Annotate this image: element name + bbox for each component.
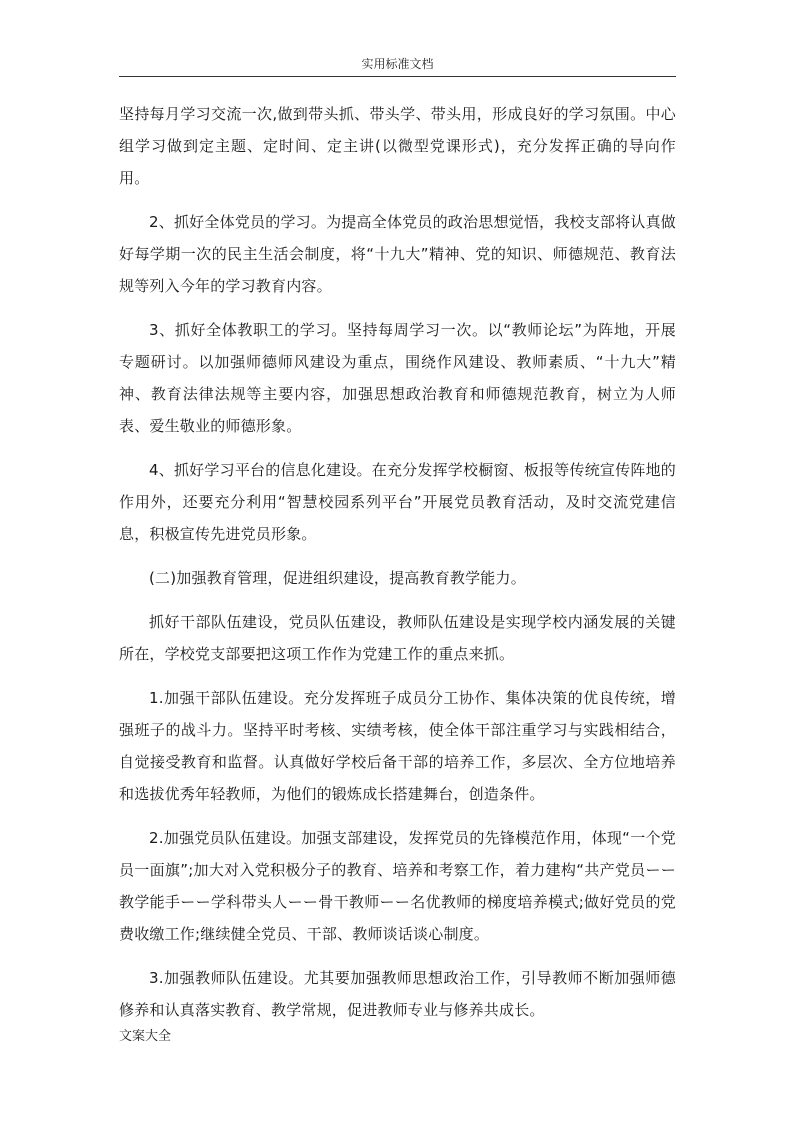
paragraph-cadre-team: 1.加强干部队伍建设。充分发挥班子成员分工协作、集体决策的优良传统，增强班子的战斗力。坚持平时考核、实绩考核，使全体干部注重学习与实践相结合，自觉接受教育和监督。认真做好学校后备干部的培养工作，多层次、全方位地培养和选拔优秀年轻教师，为他们的锻炼成长搭建舞台，创造条件。 xyxy=(119,689,676,803)
paragraph-platform-informatization: 4、抓好学习平台的信息化建设。在充分发挥学校橱窗、板报等传统宣传阵地的作用外，还要充分利用“智慧校园系列平台”开展党员教育活动，及时交流党建信息，积极宣传先进党员形象。 xyxy=(119,461,676,543)
page-footer xyxy=(119,1028,171,1046)
paragraph-party-member-study: 2、抓好全体党员的学习。为提高全体党员的政治思想觉悟，我校支部将认真做好每学期一次的民主生活会制度，将“十九大”精神、党的知识、师德规范、教育法规等列入今年的学习教育内容。 xyxy=(119,213,676,295)
header-title: 实用标准文档 xyxy=(361,57,434,71)
paragraph-teacher-team: 3.加强教师队伍建设。尤其要加强教师思想政治工作，引导教师不断加强师德修养和认真落实教育、教学常规，促进教师专业与修养共成长。 xyxy=(119,969,676,1019)
paragraph-party-member-team: 2.加强党员队伍建设。加强支部建设，发挥党员的先锋模范作用，体现“一个党员一面旗”;加大对入党积极分子的教育、培养和考察工作，着力建构“共产党员ーー教学能手ーー学科带头人ーー骨干教师ーー名优教师的梯度培养模式;做好党员的党费收缴工作;继续健全党员、干部、教师谈话谈心制度。 xyxy=(119,829,676,943)
page-header xyxy=(119,56,676,77)
document-body xyxy=(119,98,676,1038)
footer-label: 文案大全 xyxy=(119,1029,172,1044)
paragraph-staff-study: 3、抓好全体教职工的学习。坚持每周学习一次。以“教师论坛”为阵地，开展专题研讨。以加强师德师风建设为重点，围绕作风建设、教师素质、“十九大”精神、教育法律法规等主要内容，加强思想政治教育和师德规范教育，树立为人师表、爱生敬业的师德形象。 xyxy=(119,321,676,435)
section-heading-education-management: (二)加强教育管理，促进组织建设，提高教育教学能力。 xyxy=(149,569,526,587)
paragraph-team-building-intro: 抓好干部队伍建设，党员队伍建设，教师队伍建设是实现学校内涵发展的关键所在，学校党支部要把这项工作作为党建工作的重点来抓。 xyxy=(119,613,676,663)
paragraph-study-exchange: 坚持每月学习交流一次,做到带头抓、带头学、带头用，形成良好的学习氛围。中心组学习做到定主题、定时间、定主讲(以微型党课形式)，充分发挥正确的导向作用。 xyxy=(119,105,676,187)
